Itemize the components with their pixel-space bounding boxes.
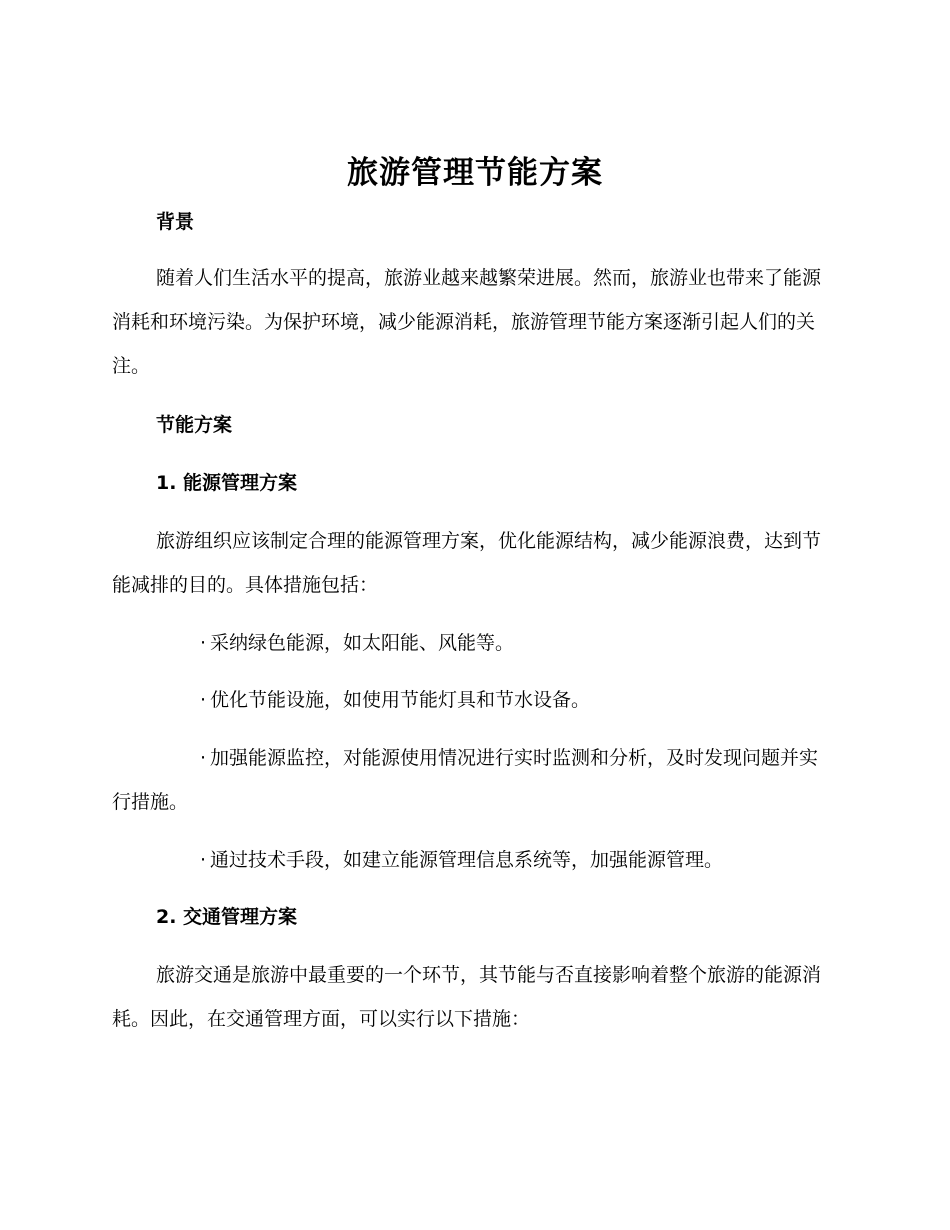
bullet-symbol: ·	[200, 632, 207, 654]
bullet-item	[112, 838, 832, 882]
bullet-item	[112, 736, 832, 824]
bullet-symbol: ·	[200, 747, 207, 769]
bullet-text: 优化节能设施，如使用节能灯具和节水设备。	[210, 689, 591, 711]
bullet-symbol: ·	[200, 689, 207, 711]
bullet-item	[112, 621, 832, 665]
document-title: 旅游管理节能方案	[347, 155, 603, 191]
paragraph-traffic: 旅游交通是旅游中最重要的一个环节，其节能与否直接影响着整个旅游的能源消耗。因此，在交通管理方面，可以实行以下措施：	[112, 964, 822, 1030]
subsection-heading-traffic: 2. 交通管理方案	[156, 906, 298, 928]
subsection-heading-energy: 1. 能源管理方案	[156, 472, 298, 494]
section-heading-plan: 节能方案	[156, 414, 233, 436]
bullet-item	[112, 678, 832, 722]
paragraph-background: 随着人们生活水平的提高，旅游业越来越繁荣进展。然而，旅游业也带来了能源消耗和环境污染。为保护环境，减少能源消耗，旅游管理节能方案逐渐引起人们的关注。	[112, 267, 822, 377]
paragraph-energy: 旅游组织应该制定合理的能源管理方案，优化能源结构，减少能源浪费，达到节能减排的目的。具体措施包括：	[112, 530, 822, 596]
bullet-text: 采纳绿色能源，如太阳能、风能等。	[210, 632, 515, 654]
bullet-text: 通过技术手段，如建立能源管理信息系统等，加强能源管理。	[210, 849, 724, 871]
section-heading-background: 背景	[156, 211, 195, 233]
bullet-text: 加强能源监控，对能源使用情况进行实时监测和分析，及时发现问题并实行措施。	[112, 747, 819, 813]
bullet-symbol: ·	[200, 849, 207, 871]
